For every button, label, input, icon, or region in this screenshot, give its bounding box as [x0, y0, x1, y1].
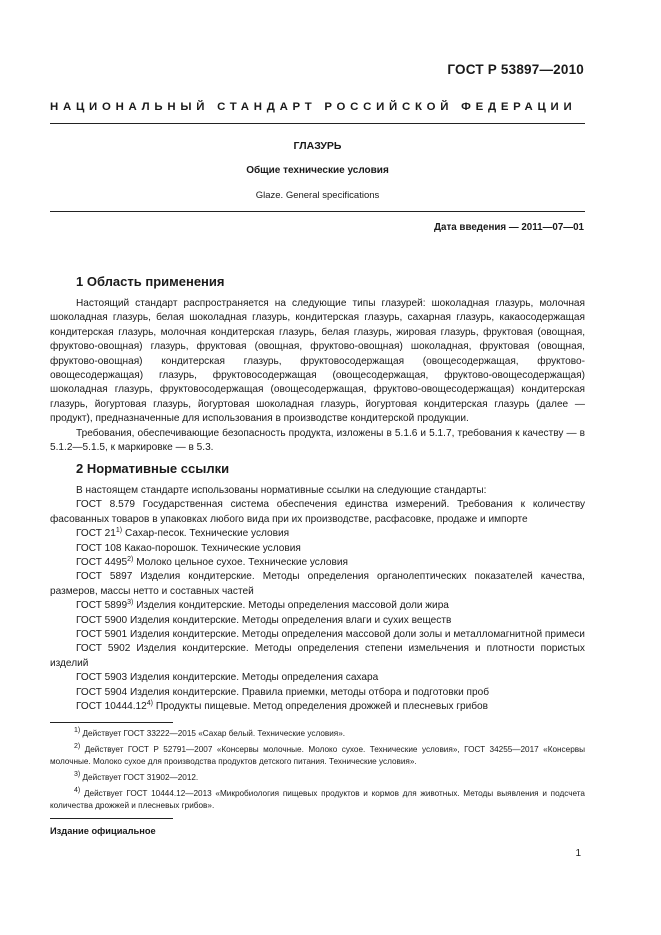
footnote-marker: 4)	[146, 700, 154, 708]
reference-title: Изделия кондитерские. Методы определения массовой доли золы и металломагнитной примеси	[129, 629, 585, 641]
standard-code: ГОСТ Р 53897—2010	[447, 62, 584, 77]
title-divider	[50, 211, 585, 212]
page-number: 1	[575, 848, 581, 859]
reference-title: Изделия кондитерские. Методы определения органолептических показателей качества, размеров, массы нетто и составных частей	[50, 571, 585, 597]
reference-title: Какао-порошок. Технические условия	[124, 542, 301, 554]
footnote-text: Действует ГОСТ 31902—2012.	[82, 772, 199, 782]
reference-item	[50, 614, 585, 628]
edition-divider	[50, 818, 173, 819]
reference-title: Изделия кондитерские. Методы определения сахара	[129, 672, 379, 684]
footnotes	[50, 728, 585, 816]
section-2-body	[50, 484, 585, 715]
footnote	[50, 788, 585, 813]
reference-item	[50, 498, 585, 527]
introduction-date: Дата введения — 2011—07—01	[434, 222, 584, 233]
reference-code: ГОСТ 8.579	[76, 499, 135, 511]
footnote	[50, 744, 585, 769]
footnote-mark: 3)	[74, 770, 81, 778]
edition-label: Издание официальное	[50, 826, 156, 836]
normative-references-list	[50, 498, 585, 714]
footnote-mark: 1)	[74, 727, 81, 734]
footnote-marker: 3)	[127, 599, 134, 607]
footnote	[50, 772, 585, 784]
reference-code: ГОСТ 5901	[76, 629, 128, 641]
reference-item	[50, 556, 585, 570]
reference-code: ГОСТ 108	[76, 542, 122, 554]
reference-item	[50, 542, 585, 556]
reference-item	[50, 599, 585, 613]
footnote-mark: 4)	[74, 786, 81, 794]
reference-title: Изделия кондитерские. Методы определения степени измельчения и плотности пористых изделий	[50, 643, 585, 669]
reference-code: ГОСТ 5897	[76, 571, 133, 583]
section-2-intro: В настоящем стандарте использованы нормативные ссылки на следующие стандарты:	[76, 485, 487, 496]
reference-code: ГОСТ 5900	[76, 614, 128, 626]
reference-title: Молоко цельное сухое. Технические условия	[136, 557, 348, 569]
reference-item	[50, 527, 585, 541]
reference-title: Сахар-песок. Технические условия	[124, 528, 290, 540]
footnote-text: Действует ГОСТ 10444.12—2013 «Микробиология пищевых продуктов и кормов для животных. Методы выявления и подсчета количества дрожжей и плесневых грибов».	[50, 788, 585, 810]
section-1-body	[50, 297, 585, 455]
section-1-heading: 1 Область применения	[76, 274, 225, 289]
reference-code: ГОСТ 10444.12	[76, 701, 147, 713]
reference-item	[50, 628, 585, 642]
reference-title: Изделия кондитерские. Методы определения массовой доли жира	[136, 600, 449, 612]
footnote-marker: 1)	[115, 527, 123, 535]
reference-title: Изделия кондитерские. Методы определения влаги и сухих веществ	[129, 614, 452, 626]
footnote-marker: 2)	[127, 556, 134, 564]
reference-code: ГОСТ 4495	[76, 557, 128, 569]
top-divider	[50, 123, 585, 124]
reference-title: Государственная система обеспечения единства измерений. Требования к количеству фасованных товаров в упаковках любого вида при их производстве, расфасовке, продаже и импорте	[50, 499, 586, 525]
reference-item	[50, 671, 585, 685]
footnote-divider	[50, 722, 173, 723]
reference-code: ГОСТ 5903	[76, 672, 128, 684]
footnote-mark: 2)	[74, 742, 81, 750]
document-title: ГЛАЗУРЬ	[293, 140, 342, 152]
section-2-heading: 2 Нормативные ссылки	[76, 461, 230, 476]
reference-item	[50, 686, 585, 700]
footnote	[50, 728, 585, 740]
document-subtitle: Общие технические условия	[246, 165, 389, 176]
reference-code: ГОСТ 5899	[76, 600, 128, 612]
national-standard-banner: НАЦИОНАЛЬНЫЙ СТАНДАРТ РОССИЙСКОЙ ФЕДЕРАЦИИ	[50, 101, 577, 113]
footnote-text: Действует ГОСТ Р 52791—2007 «Консервы молочные. Молоко сухое. Технические условия», ГОСТ 34255—2017 «Консервы молочные. Молоко сухое для производства продуктов детского питания. Технические условия».	[50, 744, 585, 767]
reference-item	[50, 700, 585, 714]
reference-code: ГОСТ 5904	[76, 686, 128, 698]
reference-item	[50, 570, 585, 599]
reference-title: Изделия кондитерские. Правила приемки, методы отбора и подготовки проб	[129, 686, 489, 698]
section-1-paragraph: Настоящий стандарт распространяется на следующие типы глазурей: шоколадная глазурь, молочная шоколадная глазурь, белая шоколадная глазурь, кондитерская глазурь, сахарная глазурь, какаосодержащая кондитерская глазурь, молочная кондитерская глазурь, белая глазурь, жировая глазурь, фруктовая (овощная, фруктово-овощная) глазурь, фруктовая (овощная, фруктово-овощная) шоколадная, фруктовая (овощная, фруктово-овощная) кондитерская глазурь, фруктовосодержащая (овощесодержащая, фруктово-овощесодержащая) глазурь, фруктовосодержащая (овощесодержащая, фруктово-овощесодержащая) шоколадная глазурь, фруктовосодержащая (овощесодержащая, фруктово-овощесодержащая) кондитерская глазурь, йогуртовая глазурь, йогуртовая шоколадная глазурь, йогуртовая кондитерская глазурь (далее — продукт), предназначенные для использования в производстве кондитерской продукции.	[50, 298, 585, 425]
footnote-text: Действует ГОСТ 33222—2015 «Сахар белый. Технические условия».	[82, 729, 346, 738]
reference-item	[50, 642, 585, 671]
english-title: Glaze. General specifications	[255, 190, 380, 201]
reference-code: ГОСТ 21	[76, 528, 116, 540]
section-1-paragraph: Требования, обеспечивающие безопасность продукта, изложены в 5.1.6 и 5.1.7, требования к качеству — в 5.1.2—5.1.5, к маркировке — в 5.3.	[50, 427, 585, 454]
reference-code: ГОСТ 5902	[76, 643, 131, 655]
reference-title: Продукты пищевые. Метод определения дрожжей и плесневых грибов	[155, 701, 488, 713]
